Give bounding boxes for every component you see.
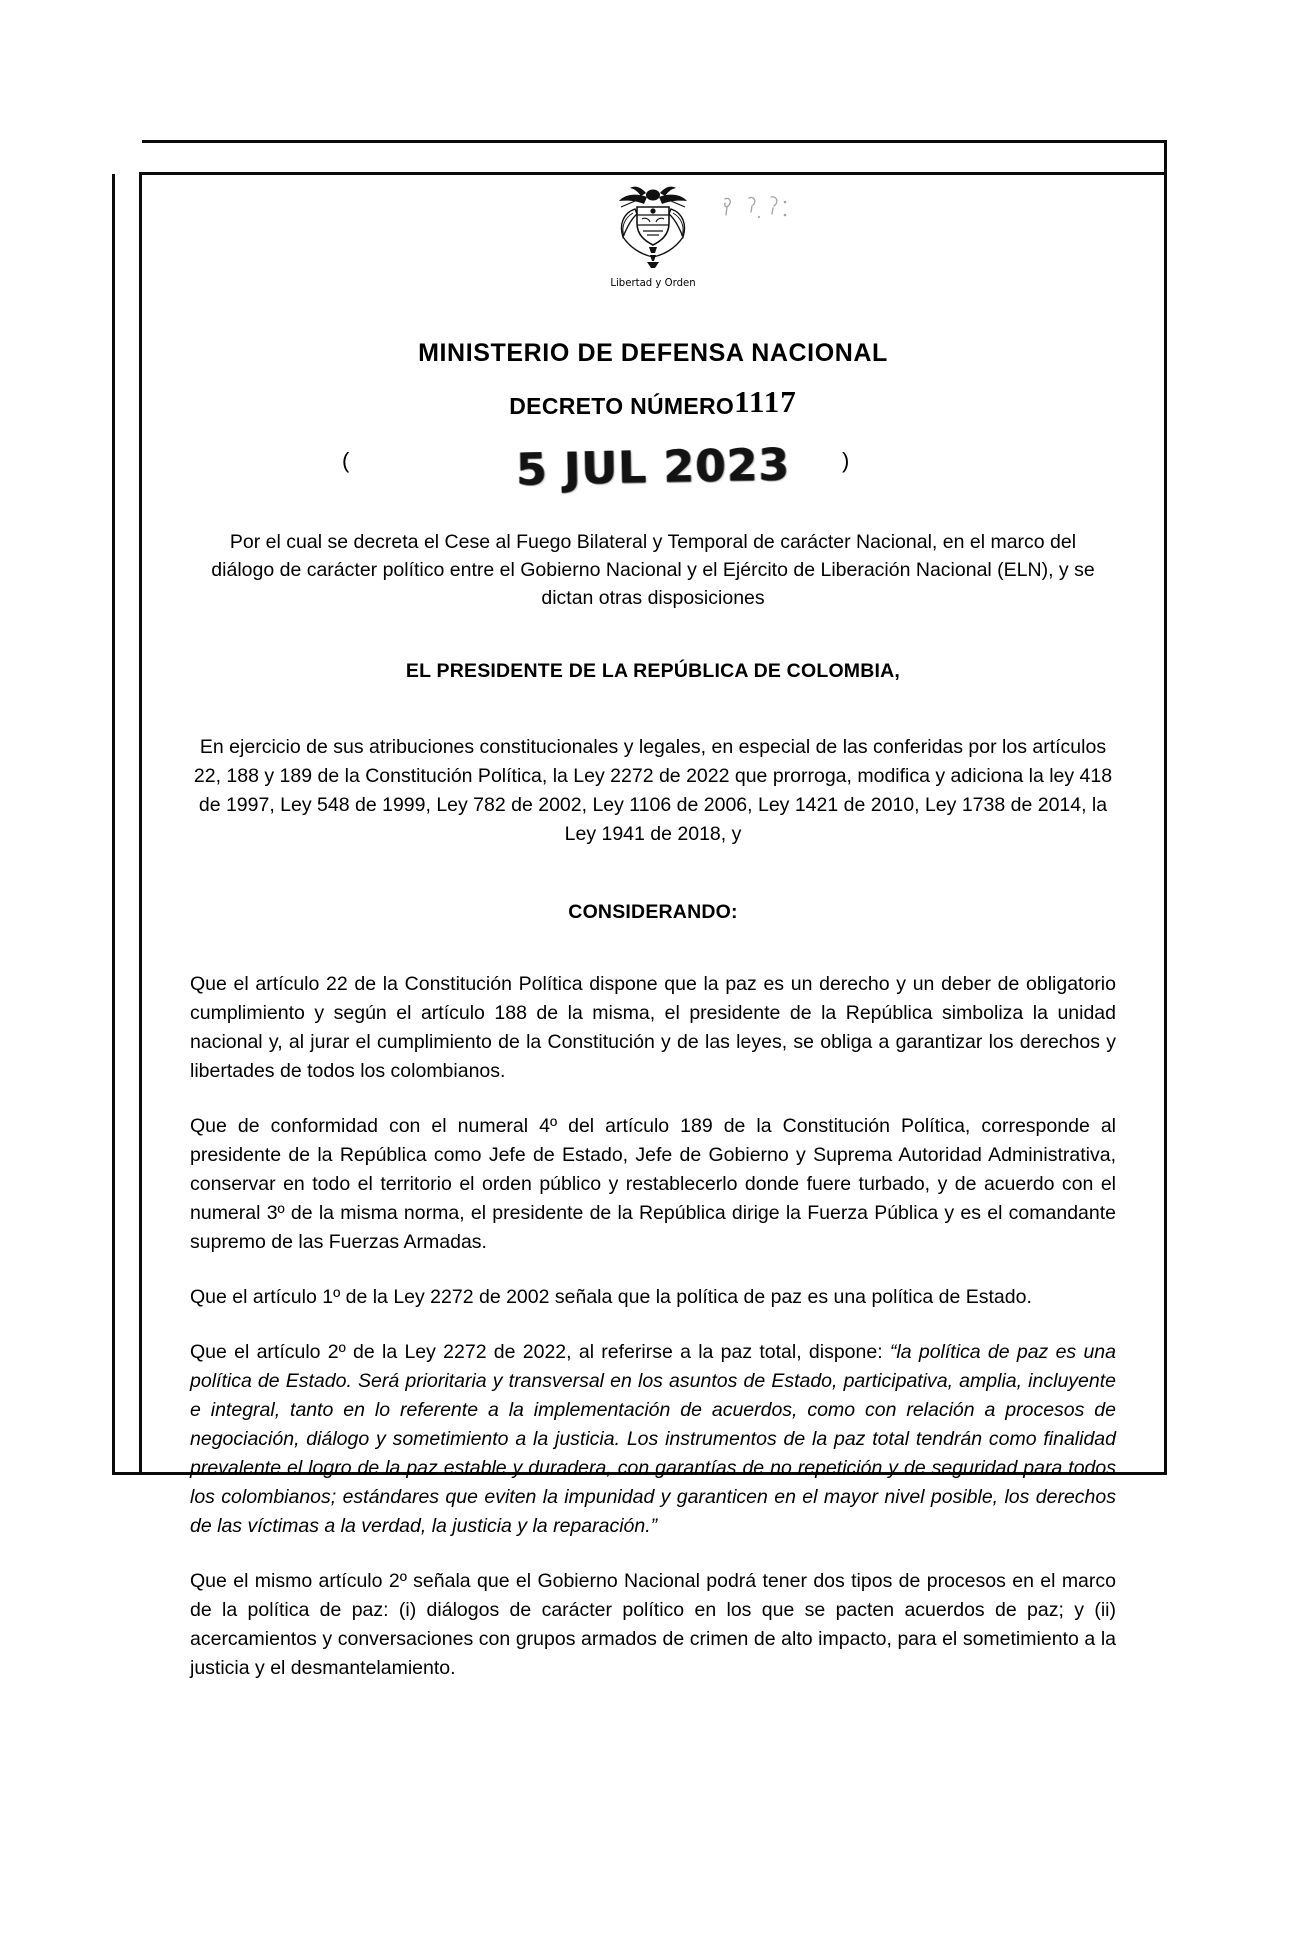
decree-number-label: DECRETO NÚMERO bbox=[509, 393, 735, 419]
coat-of-arms-wrapper bbox=[593, 179, 713, 289]
emblem-block bbox=[142, 175, 1164, 291]
decree-subtitle: Por el cual se decreta el Cese al Fuego Bilateral y Temporal de carácter Nacional, en el marco del diálogo de carácter político entre el Gobierno Nacional y el Ejército de Liberación Nacional (ELN), y se dictan otras disposiciones bbox=[211, 531, 1095, 609]
colombia-coat-of-arms-icon bbox=[597, 179, 709, 275]
paragraph-5: Que el mismo artículo 2º señala que el Gobierno Nacional podrá tener dos tipos de procesos en el marco de la política de paz: (i) diálogos de carácter político en los que se pacten acuerdos de paz; y (ii) acercamientos y conversaciones con grupos armados de crimen de alto impacto, para el sometimiento a la justicia y el desmantelamiento. bbox=[190, 1570, 1116, 1679]
decree-number-line bbox=[142, 384, 1164, 420]
emblem-caption: Libertad y Orden bbox=[610, 276, 696, 289]
decree-date-stamp: 5 JUL 2023 bbox=[515, 439, 791, 496]
scan-smudge-icon bbox=[721, 193, 791, 229]
decree-date-row bbox=[142, 434, 1164, 512]
ministry-title: MINISTERIO DE DEFENSA NACIONAL bbox=[418, 339, 888, 367]
date-paren-open: ( bbox=[342, 448, 350, 473]
decree-document bbox=[142, 175, 1164, 1679]
considerando-heading: CONSIDERANDO: bbox=[568, 901, 738, 923]
president-heading: EL PRESIDENTE DE LA REPÚBLICA DE COLOMBIA, bbox=[405, 660, 901, 682]
paragraph-3: Que el artículo 1º de la Ley 2272 de 2002 señala que la política de paz es una política de Estado. bbox=[190, 1286, 1032, 1308]
legal-powers-paragraph: En ejercicio de sus atribuciones constitucionales y legales, en especial de las conferidas por los artículos 22, 188 y 189 de la Constitución Política, la Ley 2272 de 2022 que prorroga, modifica y adiciona la ley 418 de 1997, Ley 548 de 1999, Ley 782 de 2002, Ley 1106 de 2006, Ley 1421 de 2010, Ley 1738 de 2014, la Ley 1941 de 2018, y bbox=[193, 736, 1113, 845]
considerando-body bbox=[190, 970, 1116, 1683]
paragraph-4 bbox=[190, 1338, 1116, 1541]
decree-number-value: 1117 bbox=[734, 384, 797, 419]
paragraph-1: Que el artículo 22 de la Constitución Política dispone que la paz es un derecho y un deber de obligatorio cumplimiento y según el artículo 188 de la misma, el presidente de la República simboliza la unidad nacional y, al jurar el cumplimiento de la Constitución y de las leyes, se obliga a garantizar los derechos y libertades de todos los colombianos. bbox=[190, 973, 1116, 1082]
date-paren-close: ) bbox=[842, 448, 850, 473]
paragraph-2: Que de conformidad con el numeral 4º del artículo 189 de la Constitución Política, corresponde al presidente de la República como Jefe de Estado, Jefe de Gobierno y Suprema Autoridad Administrativa, conservar en todo el territorio el orden público y restablecerlo donde fuere turbado, y de acuerdo con el numeral 3º de la misma norma, el presidente de la República dirige la Fuerza Pública y es el comandante supremo de las Fuerzas Armadas. bbox=[190, 1115, 1116, 1253]
paragraph-4-quote: “la política de paz es una política de Estado. Será prioritaria y transversal en los asuntos de Estado, participativa, amplia, incluyente e integral, tanto en lo referente a la implementación de acuerdos, como con relación a procesos de negociación, diálogo y sometimiento a la justicia. Los instrumentos de la paz total tendrán como finalidad prevalente el logro de la paz estable y duradera, con garantías de no repetición y de seguridad para todos los colombianos; estándares que eviten la impunidad y garanticen en el mayor nivel posible, los derechos de las víctimas a la verdad, la justicia y la reparación.” bbox=[190, 1341, 1116, 1537]
frame-corner-notch-cover bbox=[109, 137, 142, 174]
paragraph-4-lead: Que el artículo 2º de la Ley 2272 de 2022, al referirse a la paz total, dispone: bbox=[190, 1341, 890, 1363]
